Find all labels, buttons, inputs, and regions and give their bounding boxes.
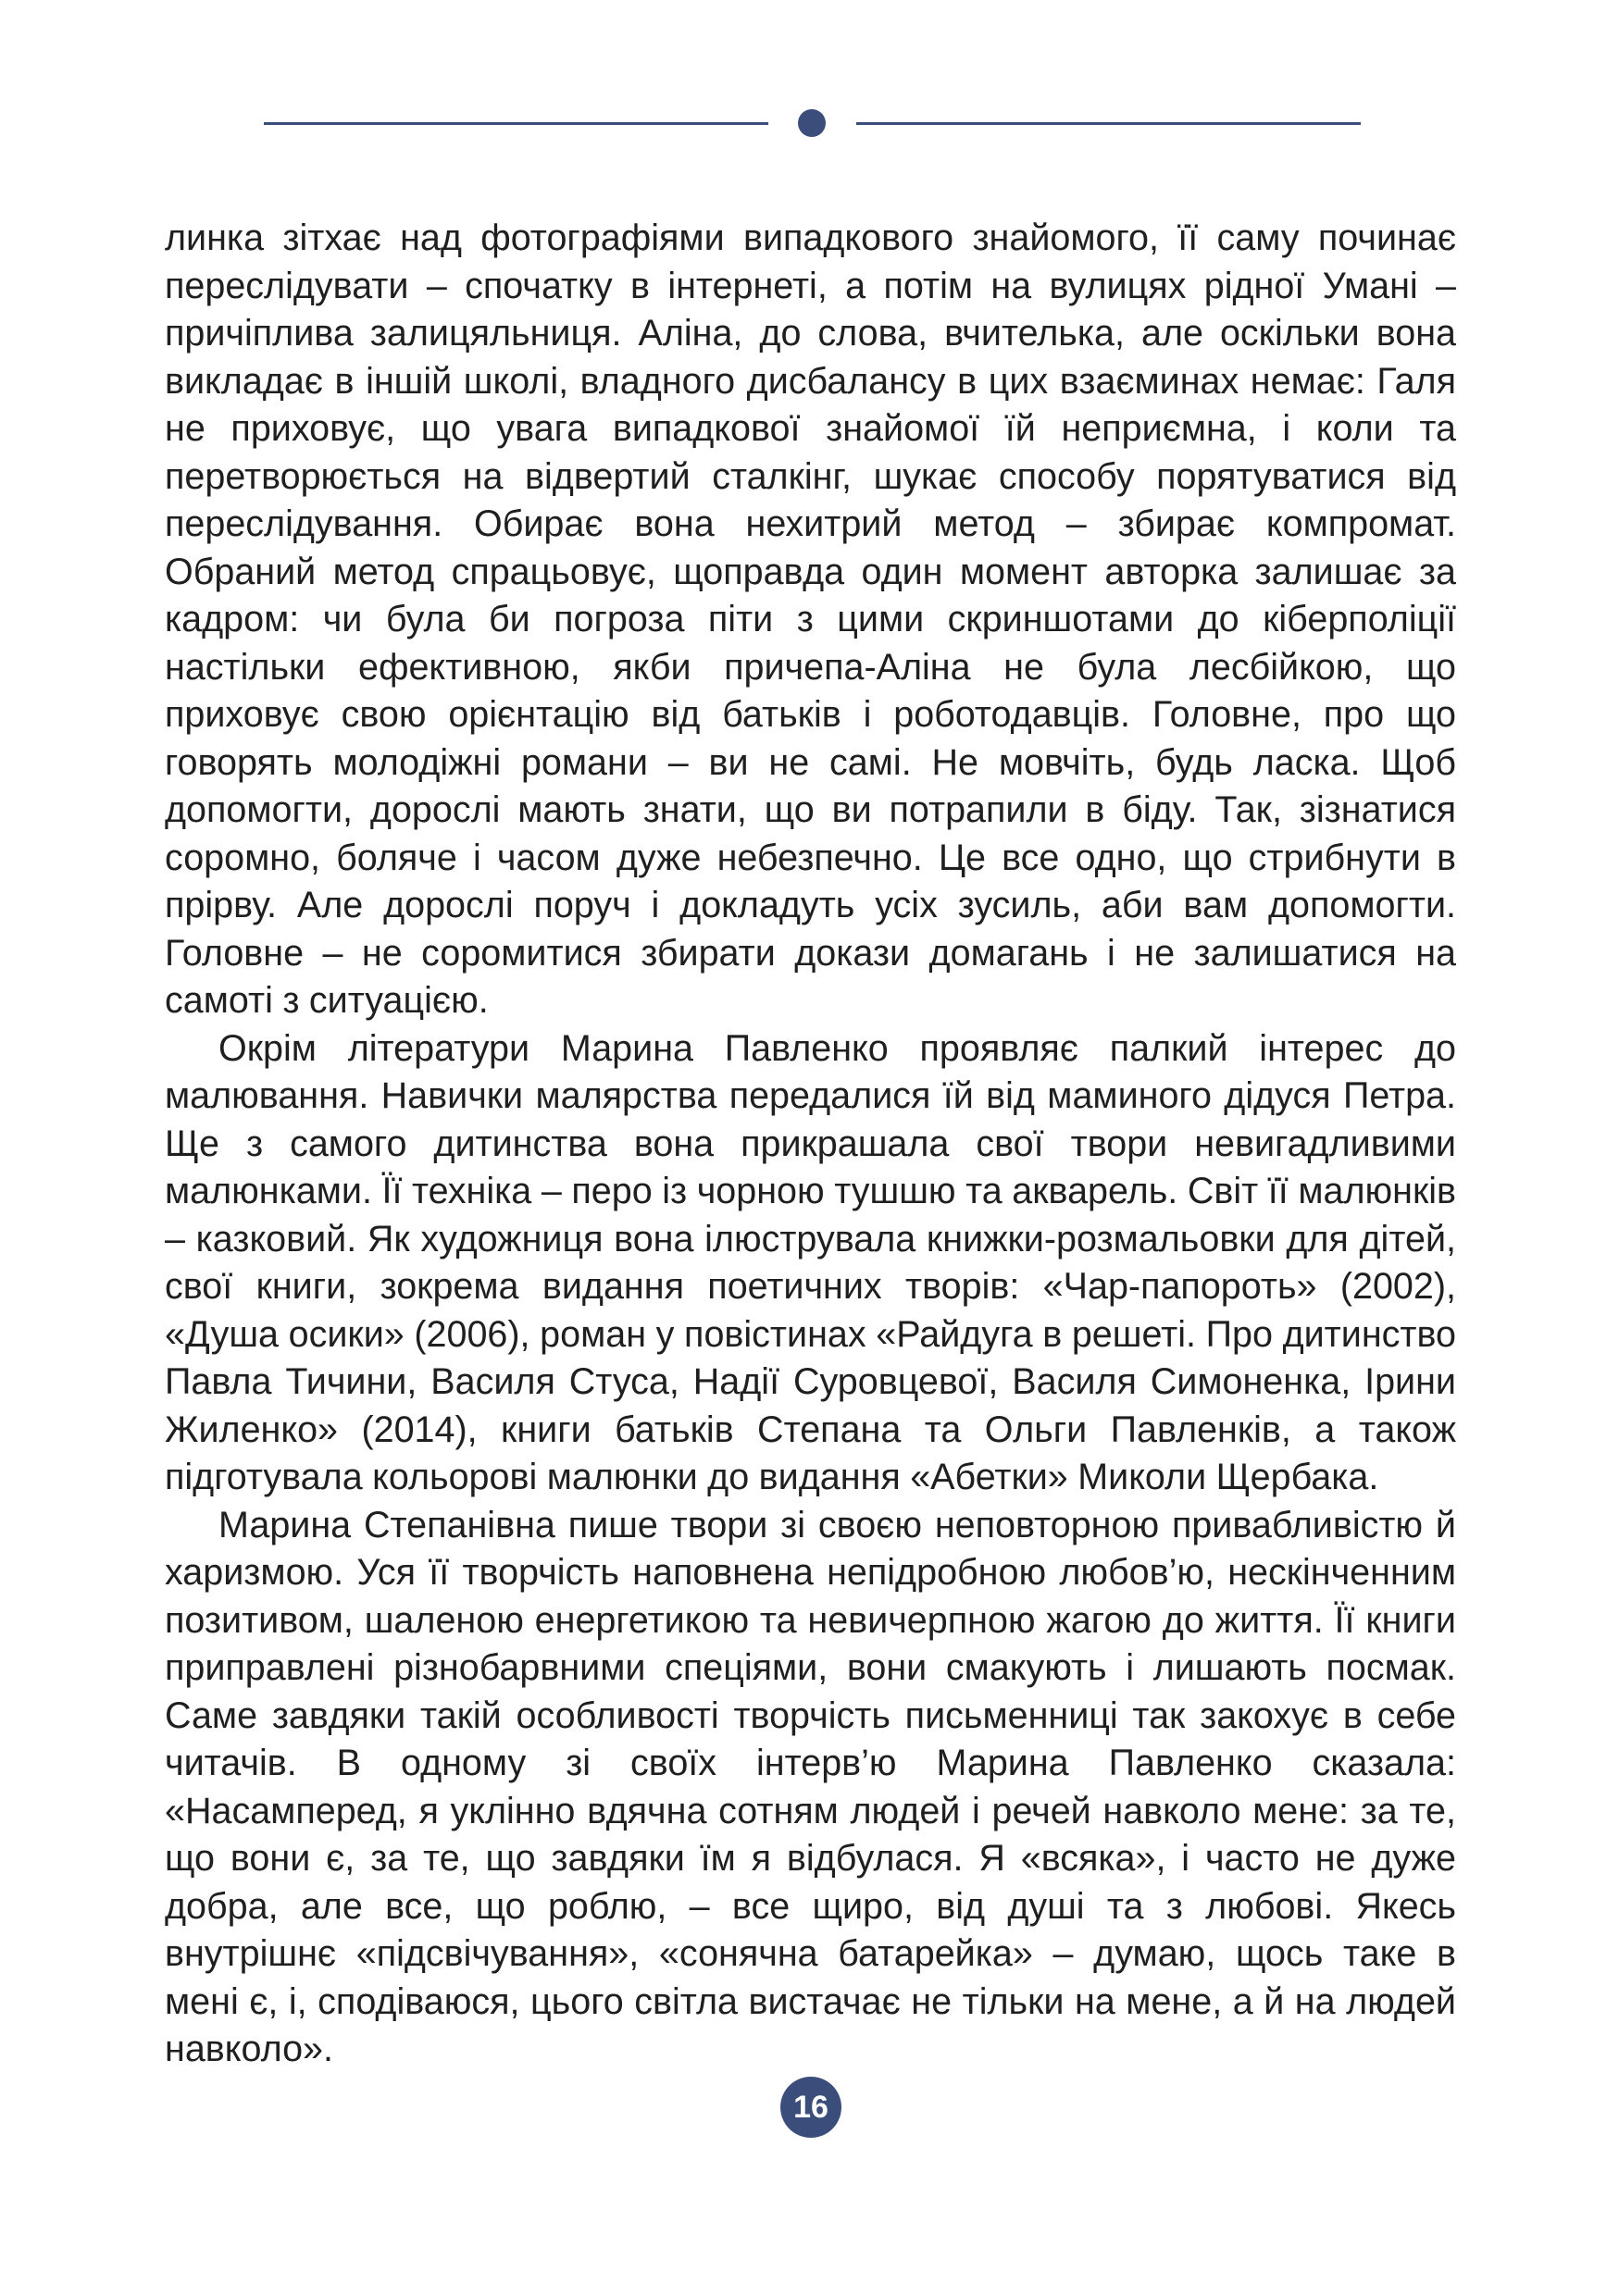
paragraph-charisma: Марина Степанівна пише твори зі своєю неповторною привабливістю й харизмою. Уся її творчість наповнена непідробною любов’ю, нескінченним позитивом, шаленою енергетикою та невичерпною жагою до життя. Її книги приправлені різнобарвними спеціями, вони смакують і лишають посмак. Саме завдяки такій особливості творчість письменниці так закохує в себе читачів. В одному зі своїх інтерв’ю Марина Павленко сказала: «Насамперед, я уклінно вдячна сотням людей і речей навколо мене: за те, що вони є, за те, що завдяки їм я відбулася. Я «всяка», і часто не дуже добра, але все, що роблю, – все щиро, від душі та з любові. Якесь внутрішнє «підсвічування», «сонячна батарейка» – думаю, щось таке в мені є, і, сподіваюся, цього світла вистачає не тільки на мене, а й на людей навколо». [165, 1504, 1456, 2069]
header-rule-left [264, 122, 768, 125]
page-number-badge: 16 [780, 2077, 841, 2138]
header-ornament [264, 109, 1361, 137]
paragraph-continuation: линка зітхає над фотографіями випадкового знайомого, її саму починає переслідувати – спочатку в інтернеті, а потім на вулицях рідної Умані – причіплива залицяльниця. Аліна, до слова, вчителька, але оскільки вона викладає в іншій школі, владного дисбалансу в цих взаєминах немає: Галя не приховує, що увага випадкової знайомої їй неприємна, і коли та перетворюється на відвертий сталкінг, шукає способу порятуватися від переслідування. Обирає вона нехитрий метод – збирає компромат. Обраний метод спрацьовує, щоправда один момент авторка залишає за кадром: чи була би погроза піти з цими скриншотами до кіберполіції настільки ефективною, якби причепа-Аліна не була лесбійкою, що приховує свою орієнтацію від батьків і роботодавців. Головне, про що говорять молодіжні романи – ви не самі. Не мовчіть, будь ласка. Щоб допомогти, дорослі мають знати, що ви потрапили в біду. Так, зізнатися соромно, боляче і часом дуже небезпечно. Це все одно, що стрибнути в прірву. Але дорослі поруч і докладуть усіх зусиль, аби вам допомогти. Головне – не соромитися збирати докази домагань і не залишатися на самоті з ситуацією. [165, 217, 1456, 1021]
main-text [165, 215, 1456, 2074]
header-rule-right [856, 122, 1361, 125]
header-dot-icon [798, 109, 826, 137]
paragraph-illustration: Окрім літератури Марина Павленко проявляє палкий інтерес до малювання. Навички малярства передалися їй від маминого дідуся Петра. Ще з самого дитинства вона прикрашала свої твори невигадливими малюнками. Її техніка – перо із чорною тушшю та акварель. Світ її малюнків – казковий. Як художниця вона ілюструвала книжки-розмальовки для дітей, свої книги, зокрема видання поетичних творів: «Чар-папороть» (2002), «Душа осики» (2006), роман у повістинах «Райдуга в решеті. Про дитинство Павла Тичини, Василя Стуса, Надії Суровцевої, Василя Симоненка, Ірини Жиленко» (2014), книги батьків Степана та Ольги Павленків, а також підготувала кольорові малюнки до видання «Абетки» Миколи Щербака. [165, 1027, 1456, 1497]
